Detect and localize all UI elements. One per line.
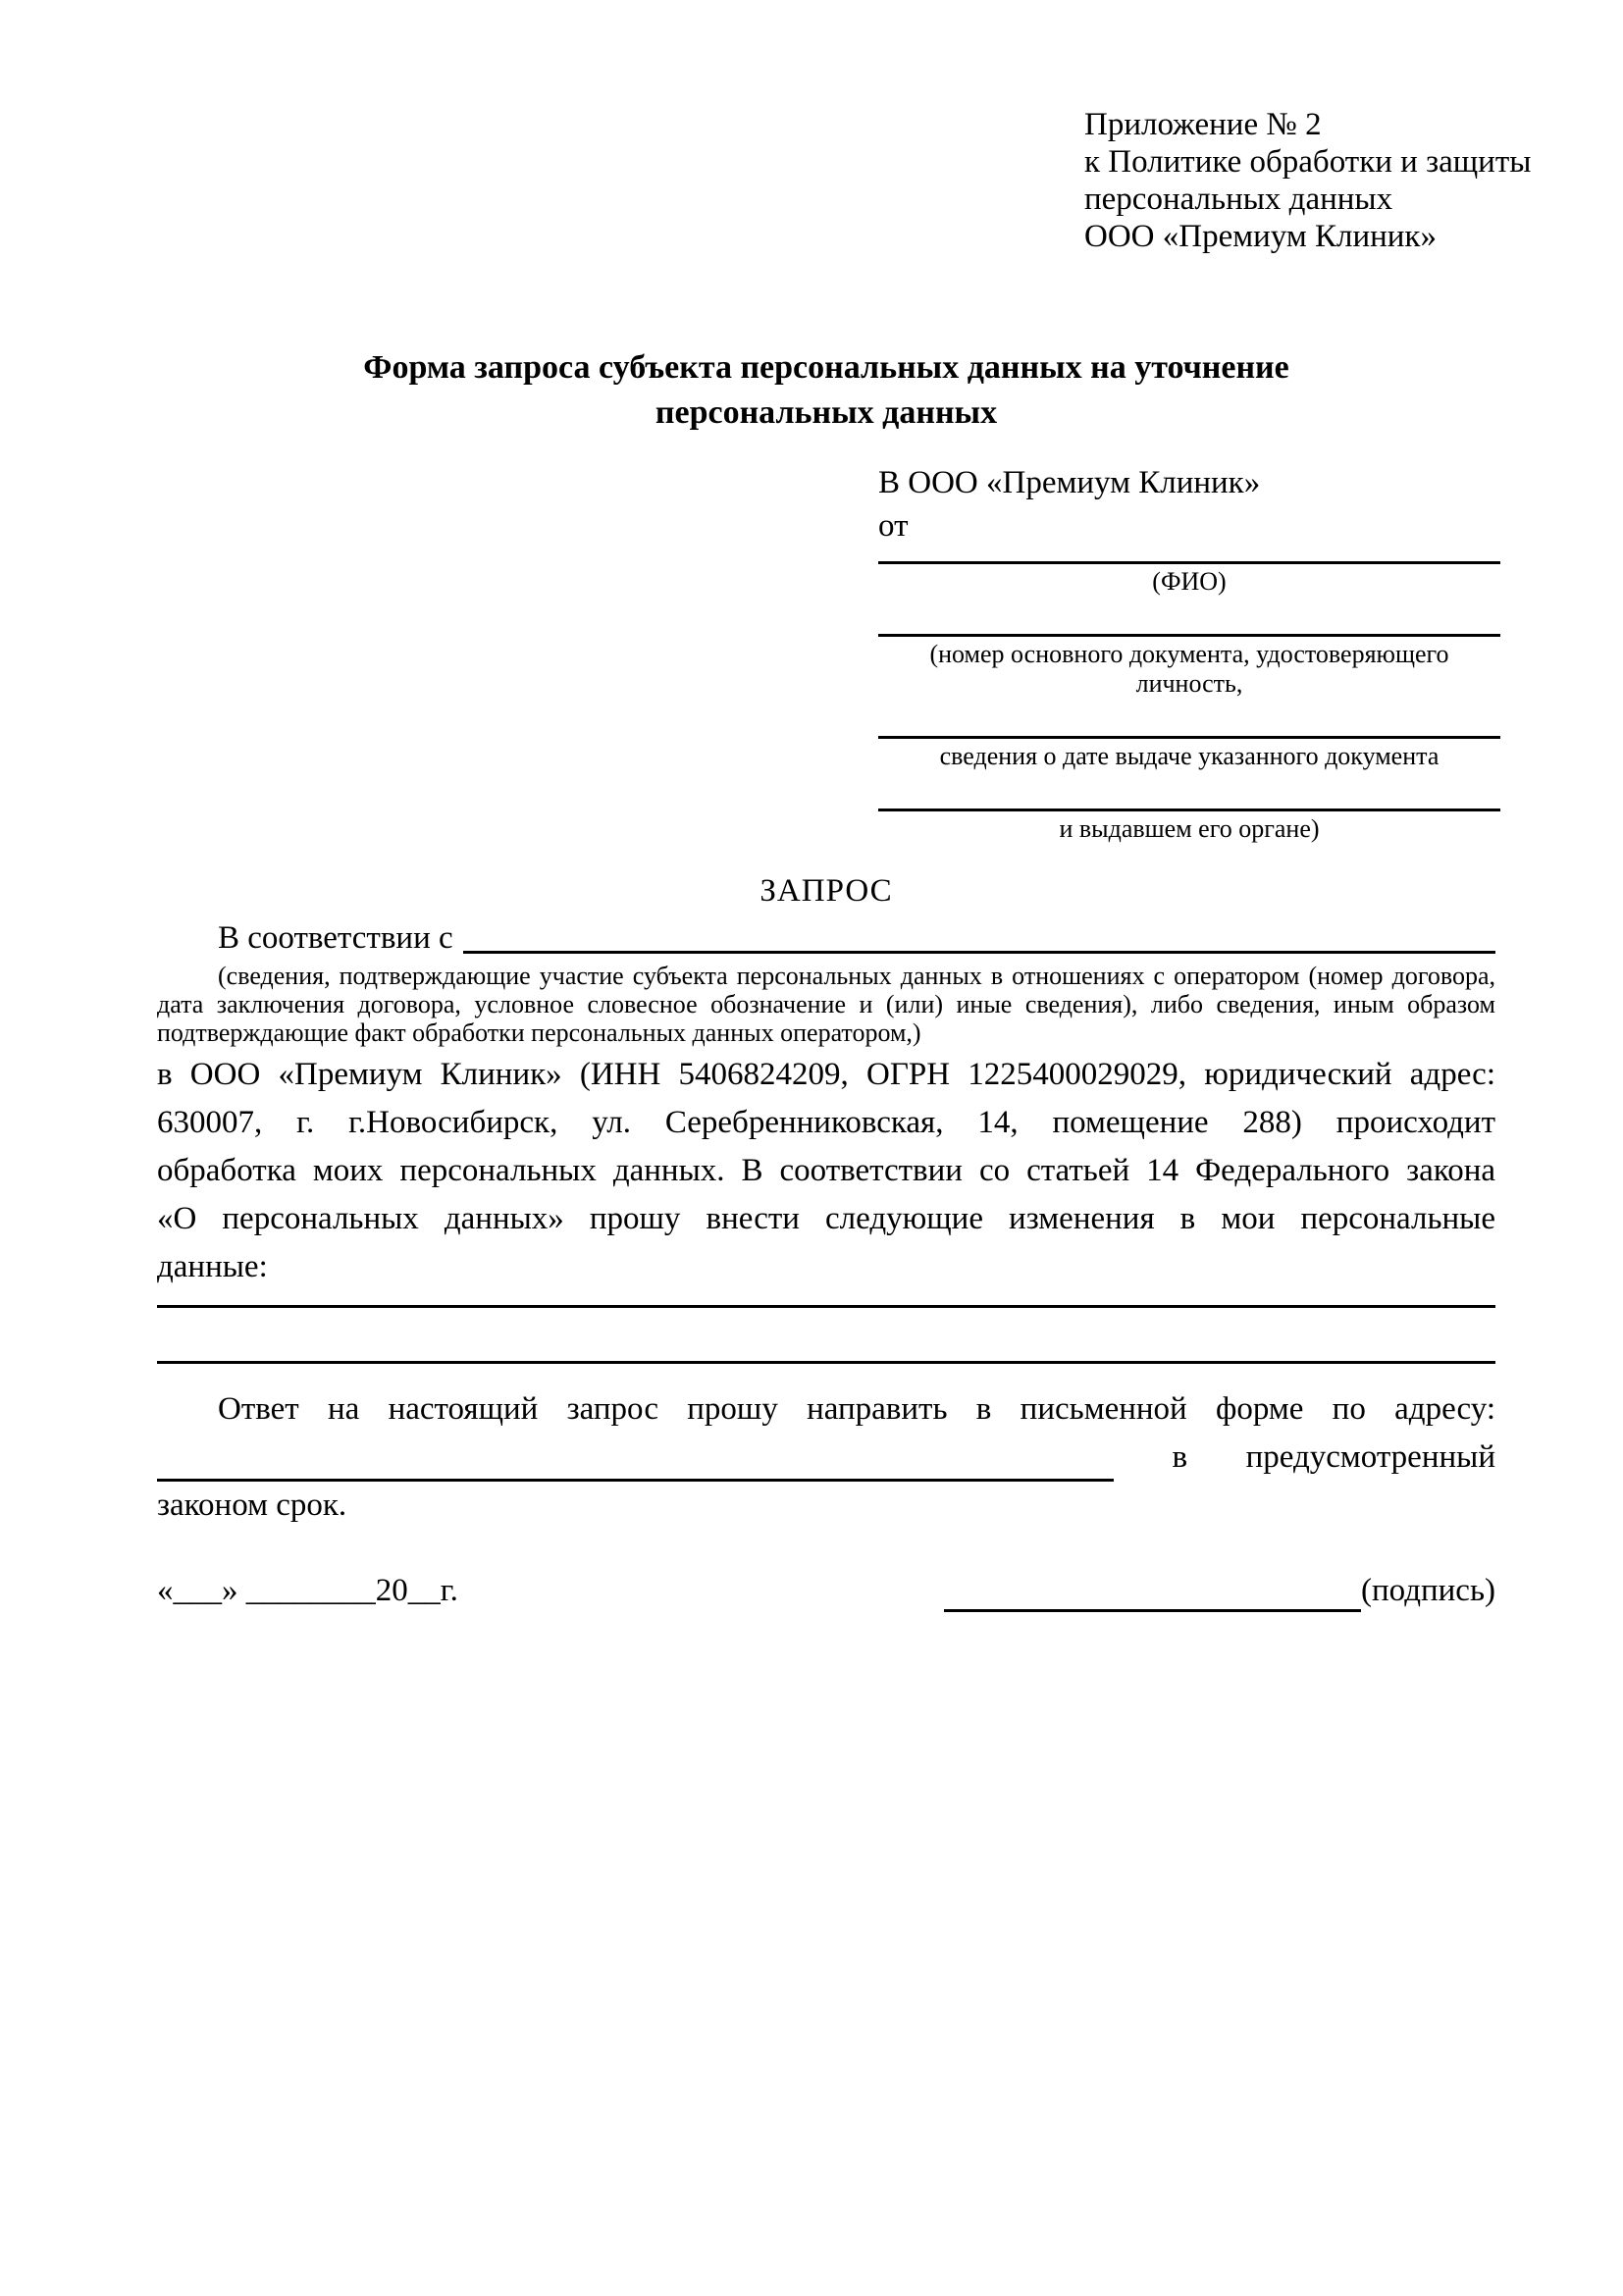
intro-line — [157, 916, 1495, 960]
body-line: 630007, г. г.Новосибирск, ул. Серебренниковская, 14, помещение 288) происходит — [157, 1105, 1495, 1140]
appendix-header-line: персональных данных — [1084, 182, 1393, 217]
body-line: в ООО «Премиум Клиник» (ИНН 5406824209, ОГРН 1225400029029, юридический адрес: — [157, 1057, 1495, 1092]
addressee-block — [878, 461, 1500, 844]
issuing-authority-blank-line — [878, 771, 1500, 811]
reply-address-row — [157, 1434, 1495, 1482]
fio-field — [878, 548, 1500, 597]
document-number-blank-line — [878, 597, 1500, 637]
intro-blank-line — [463, 916, 1495, 954]
reply-tail: законом срок. — [157, 1487, 347, 1523]
document-number-caption: (номер основного документа, удостоверяющего личность, — [929, 640, 1449, 698]
issuing-authority-field — [878, 771, 1500, 844]
issue-date-field — [878, 699, 1500, 771]
document-title-line: персональных данных — [654, 394, 998, 431]
addressee-to: В ООО «Премиум Клиник» — [878, 465, 1261, 500]
document-title-line: Форма запроса субъекта персональных данных на уточнение — [363, 349, 1289, 386]
body-line: «О персональных данных» прошу внести следующие изменения в мои персональные — [157, 1201, 1495, 1236]
fine-print-note: (сведения, подтверждающие участие субъекта персональных данных в отношениях с оператором (номер договора, дата заключения договора, условное словесное обозначение и (или) иные сведения), либо сведения, иным образом подтверждающие факт обработки персональных данных оператором,) — [157, 962, 1495, 1047]
addressee-from-label: от — [878, 508, 909, 544]
signature-caption: (подпись) — [1361, 1573, 1495, 1608]
body-line: данные: — [157, 1249, 268, 1284]
changes-blank-line-2 — [157, 1308, 1495, 1364]
date-blank: «___» ________20__г. — [157, 1573, 458, 1608]
signature-group — [944, 1569, 1495, 1612]
fio-blank-line — [878, 548, 1500, 564]
reply-sentence: Ответ на настоящий запрос прошу направить в письменной форме по адресу: — [218, 1391, 1495, 1427]
issue-date-blank-line — [878, 699, 1500, 739]
document-title — [157, 345, 1495, 436]
reply-word: в — [1172, 1439, 1188, 1475]
signature-blank-line — [944, 1576, 1361, 1612]
request-heading: ЗАПРОС — [759, 873, 893, 909]
body-line: обработка моих персональных данных. В соответствии со статьей 14 Федерального закона — [157, 1153, 1495, 1188]
appendix-header-line: ООО «Премиум Клиник» — [1084, 219, 1437, 254]
fio-caption: (ФИО) — [1152, 567, 1227, 596]
appendix-header-line: Приложение № 2 — [1084, 107, 1322, 142]
reply-word: предусмотренный — [1245, 1439, 1495, 1475]
changes-blank-line-1 — [157, 1291, 1495, 1308]
issue-date-caption: сведения о дате выдаче указанного документа — [939, 742, 1440, 770]
document-number-field — [878, 597, 1500, 699]
body-paragraph — [157, 1051, 1495, 1291]
appendix-header — [1084, 106, 1532, 255]
appendix-header-line: к Политике обработки и защиты — [1084, 144, 1532, 180]
intro-text: В соответствии с — [218, 920, 453, 956]
address-blank-line — [157, 1439, 1114, 1482]
issuing-authority-caption: и выдавшем его органе) — [1059, 814, 1320, 843]
footer-row — [157, 1569, 1495, 1612]
